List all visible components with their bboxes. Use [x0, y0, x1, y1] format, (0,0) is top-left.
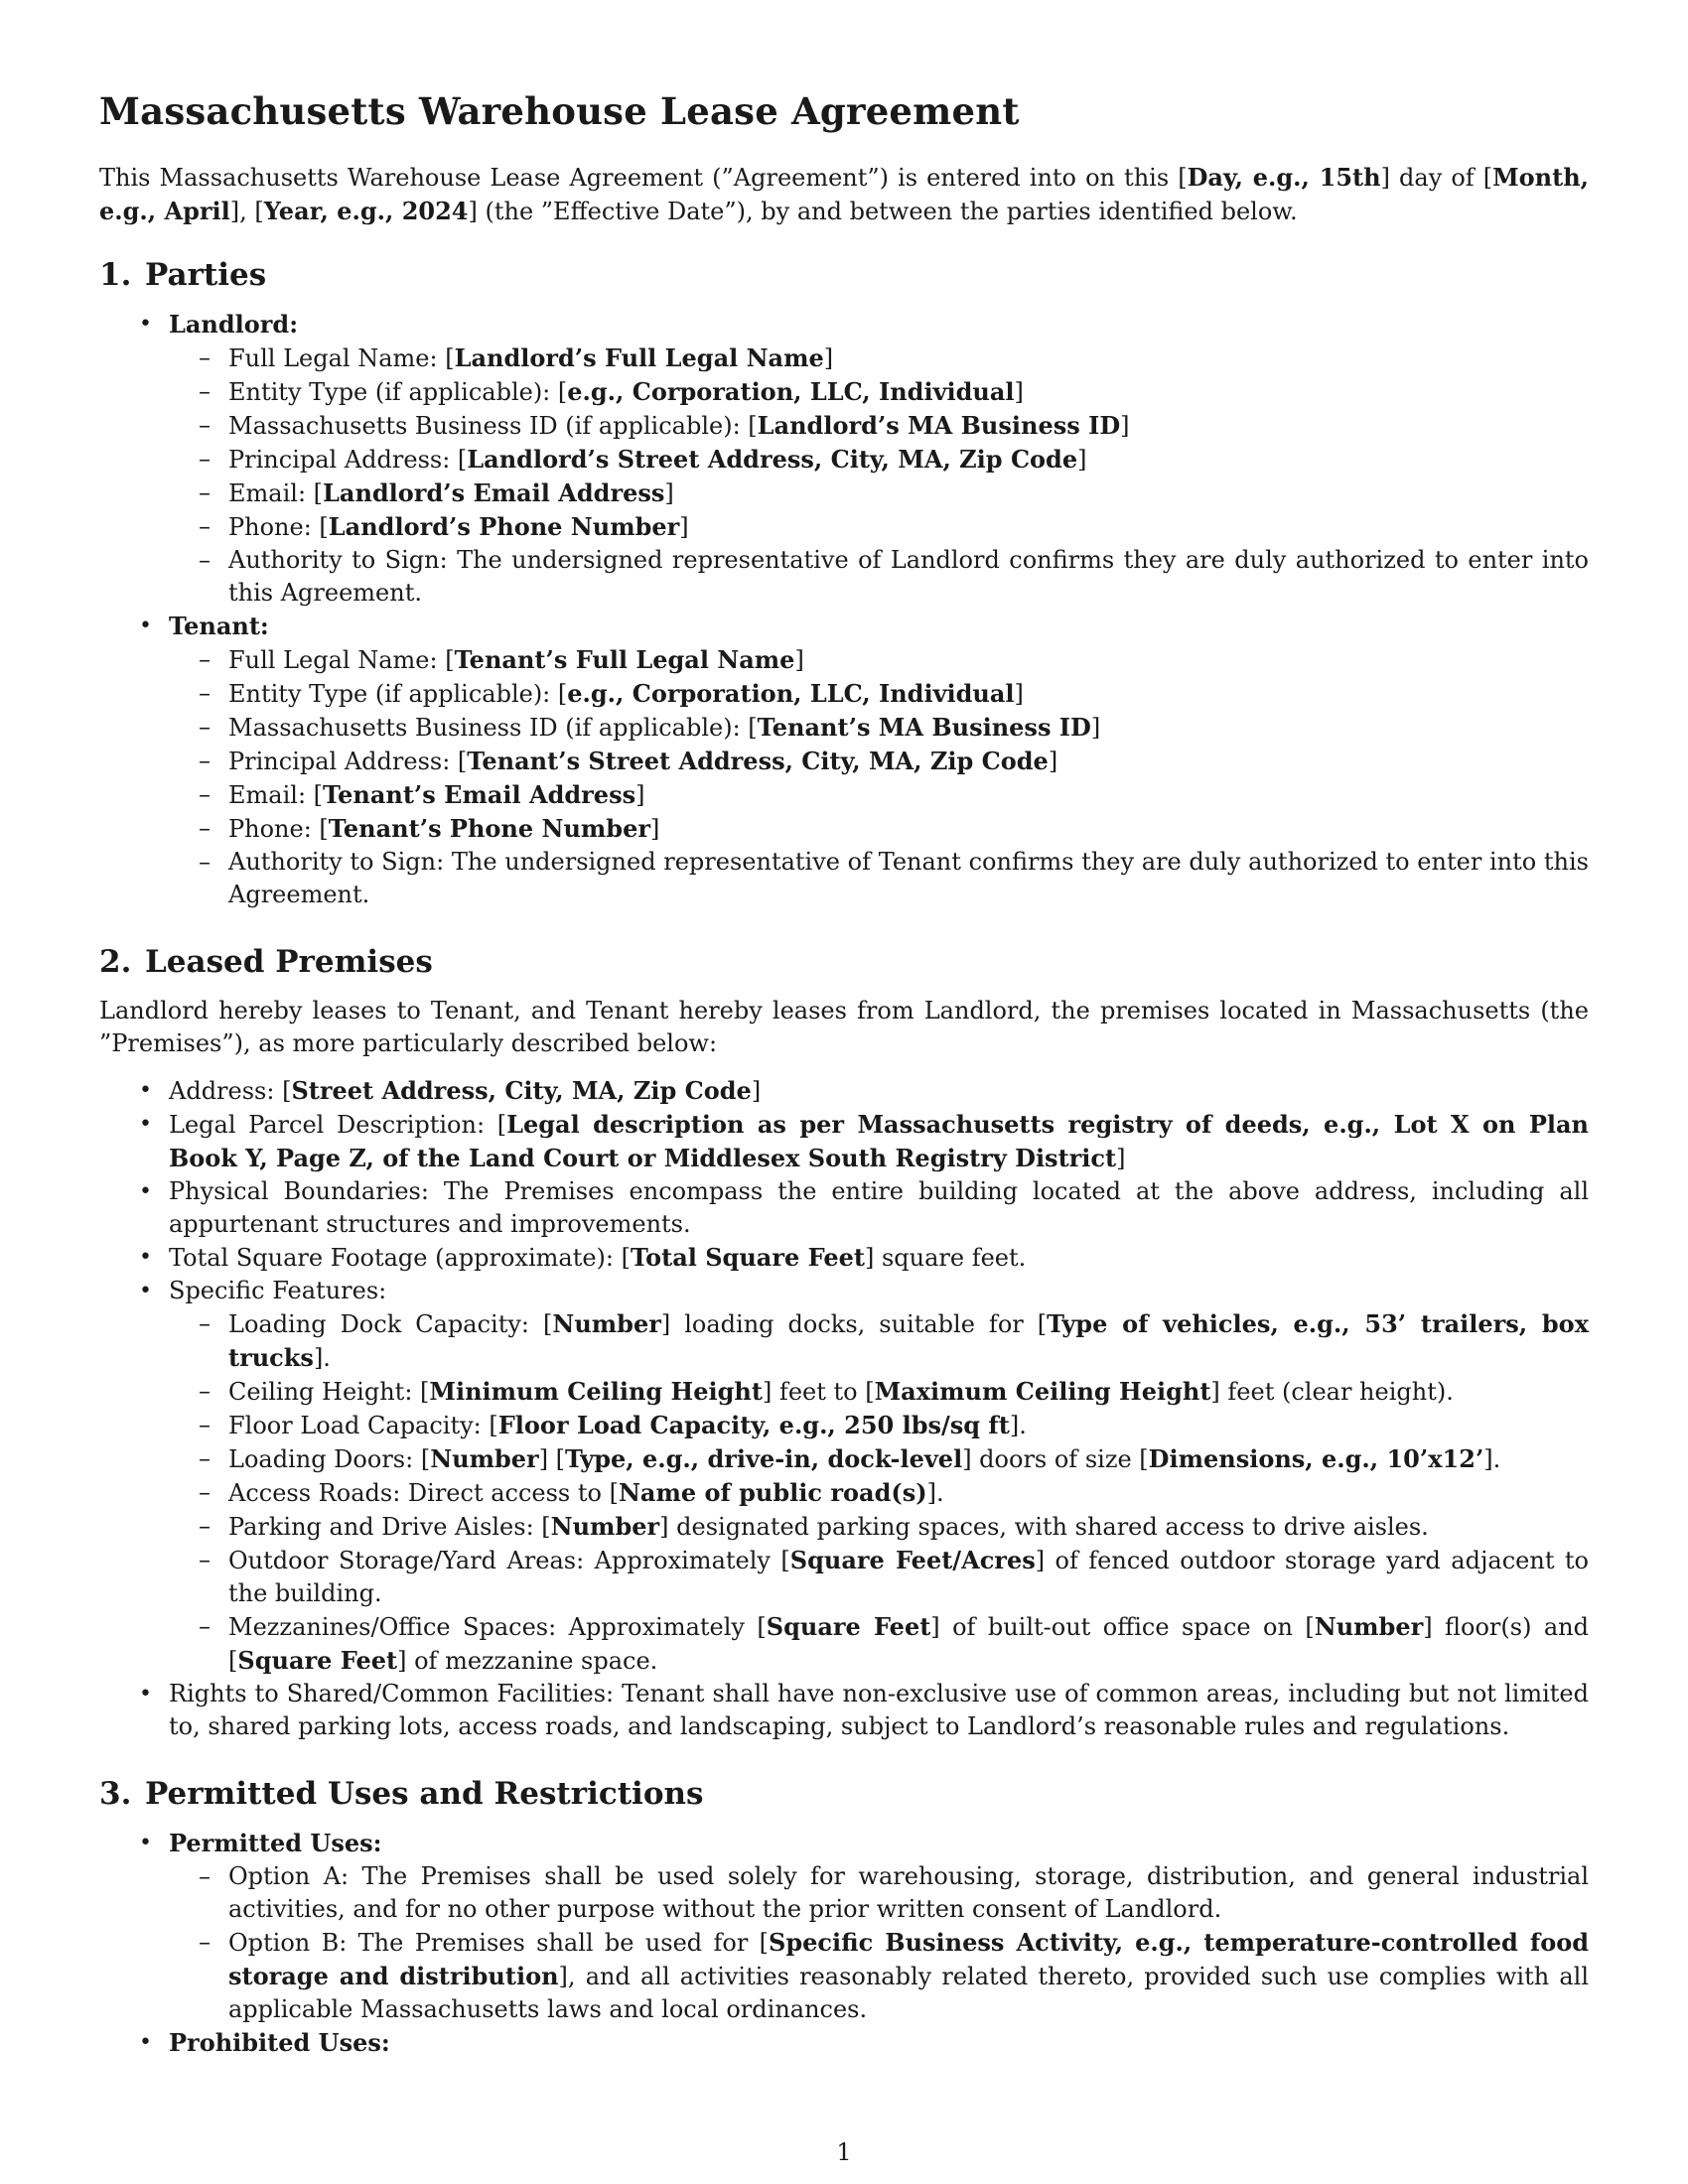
list-item: – Ceiling Height: [Minimum Ceiling Height] feet to [Maximum Ceiling Height] feet (clear height). [169, 1375, 1589, 1409]
list-item: – Massachusetts Business ID (if applicable): [Landlord’s MA Business ID] [169, 409, 1589, 443]
effective-month: Month, e.g., April [99, 163, 1590, 225]
intro-paragraph: This Massachusetts Warehouse Lease Agreement (”Agreement”) is entered into on this [Day, e.g., 15th] day of [Month, e.g., April], [Year, e.g., 2024] (the ”Effective Date”), by and between the parties identified below. [99, 163, 1590, 225]
tenant-block [99, 610, 1589, 911]
landlord-label: Landlord: [169, 310, 299, 339]
list-item: – Email: [Landlord’s Email Address] [169, 477, 1589, 510]
list-item: – Option B: The Premises shall be used for [Specific Business Activity, e.g., temperature-controlled food storage and distribution], and all activities reasonably related thereto, provided such use complies with all applicable Massachusetts laws and local ordinances. [169, 1926, 1589, 2026]
list-item: – Email: [Tenant’s Email Address] [169, 778, 1589, 812]
section-leased-premises [99, 941, 1589, 1743]
list-item: – Loading Dock Capacity: [Number] loading docks, suitable for [Type of vehicles, e.g., 53’ trailers, box trucks]. [169, 1307, 1589, 1375]
list-item: – Massachusetts Business ID (if applicable): [Tenant’s MA Business ID] [169, 711, 1589, 745]
document-page [99, 87, 1589, 2090]
list-item: • Rights to Shared/Common Facilities: Tenant shall have non-exclusive use of common areas, including but not limited to, shared parking lots, access roads, and landscaping, subject to Landlord’s reasonable rules and regulations. [99, 1678, 1589, 1743]
landlord-block [99, 308, 1589, 610]
list-item: – Entity Type (if applicable): [e.g., Corporation, LLC, Individual] [169, 677, 1589, 711]
list-item: – Authority to Sign: The undersigned representative of Landlord confirms they are duly authorized to enter into this Agreement. [169, 544, 1589, 610]
list-item: – Outdoor Storage/Yard Areas: Approximately [Square Feet/Acres] of fenced outdoor storage yard adjacent to the building. [169, 1544, 1589, 1610]
tenant-label: Tenant: [169, 612, 269, 640]
list-item: – Option A: The Premises shall be used solely for warehousing, storage, distribution, and general industrial activities, and for no other purpose without the prior written consent of Landlord. [169, 1860, 1589, 1926]
list-item: – Phone: [Landlord’s Phone Number] [169, 510, 1589, 544]
list-item: – Loading Doors: [Number] [Type, e.g., drive-in, dock-level] doors of size [Dimensions, e.g., 10’x12’]. [169, 1442, 1589, 1476]
section-heading: 3. Permitted Uses and Restrictions [99, 1776, 704, 1812]
list-item: – Floor Load Capacity: [Floor Load Capacity, e.g., 250 lbs/sq ft]. [169, 1409, 1589, 1442]
list-item: – Access Roads: Direct access to [Name of public road(s)]. [169, 1476, 1589, 1510]
list-item: – Entity Type (if applicable): [e.g., Corporation, LLC, Individual] [169, 375, 1589, 409]
list-item: – Principal Address: [Tenant’s Street Address, City, MA, Zip Code] [169, 745, 1589, 778]
list-item: • Total Square Footage (approximate): [Total Square Feet] square feet. [99, 1241, 1589, 1275]
list-item: – Parking and Drive Aisles: [Number] designated parking spaces, with shared access to drive aisles. [169, 1510, 1589, 1544]
list-item: – Mezzanines/Office Spaces: Approximately [Square Feet] of built-out office space on [Number] floor(s) and [Square Feet] of mezzanine space. [169, 1610, 1589, 1678]
list-item: – Full Legal Name: [Landlord’s Full Legal Name] [169, 341, 1589, 375]
list-item: • Physical Boundaries: The Premises encompass the entire building located at the above address, including all appurtenant structures and improvements. [99, 1175, 1589, 1241]
list-item: • Legal Parcel Description: [Legal description as per Massachusetts registry of deeds, e.g., Lot X on Plan Book Y, Page Z, of the Land Court or Middlesex South Registry District] [99, 1108, 1589, 1175]
permitted-uses-block: • Permitted Uses: – Option A: The Premises shall be used solely for warehousing, storage, distribution, and general industrial activities, and for no other purpose without the prior written consent of Landlord. – Option B: The Premises shall be used for [Specific Business Activity, e.g., temperature-controlled food storage and distribution], and all activities reasonably related thereto, provided such use complies with all applicable Massachusetts laws and local ordinances. [99, 1827, 1589, 2026]
document-title: Massachusetts Warehouse Lease Agreement [99, 89, 1020, 133]
section-heading: 1. Parties [99, 257, 267, 293]
list-item: – Full Legal Name: [Tenant’s Full Legal Name] [169, 643, 1589, 677]
section-parties [99, 254, 1589, 911]
list-item: • Address: [Street Address, City, MA, Zip Code] [99, 1074, 1589, 1108]
page-number: 1 [836, 2138, 852, 2166]
effective-day: Day, e.g., 15th [1187, 163, 1381, 192]
list-item: – Principal Address: [Landlord’s Street Address, City, MA, Zip Code] [169, 443, 1589, 477]
prohibited-uses-block: • Prohibited Uses: [99, 2026, 1589, 2060]
list-item: • Specific Features: – Loading Dock Capacity: [Number] loading docks, suitable for [Type of vehicles, e.g., 53’ trailers, box trucks]. – Ceiling Height: [Minimum Ceiling Height] feet to [Maximum Ceiling Height] feet (clear height). – Floor Load Capacity: [Floor Load Capacity, e.g., 250 lbs/sq ft]. – Loading Doors: [Number] [Type, e.g., drive-in, dock-level] doors of size [Dimensions, e.g., 10’x12’]. – Access Roads: Direct access to [Name of public road(s)]. – Parking and Drive Aisles: [Number] designated parking spaces, with shared access to drive aisles. – Outdoor Storage/Yard Areas: Approximately [Square Feet/Acres] of fenced outdoor storage yard adjacent to the building. – Mezzanines/Office Spaces: Approximately [Square Feet] of built-out office space on [Number] floor(s) and [Square Feet] of mezzanine space. [99, 1275, 1589, 1678]
premises-intro: Landlord hereby leases to Tenant, and Tenant hereby leases from Landlord, the premises located in Massachusetts (the ”Premises”), as more particularly described below: [99, 997, 1589, 1057]
list-item: – Authority to Sign: The undersigned representative of Tenant confirms they are duly authorized to enter into this Agreement. [169, 846, 1589, 911]
section-permitted-uses [99, 1773, 1589, 2060]
section-heading: 2. Leased Premises [99, 944, 433, 980]
effective-year: Year, e.g., 2024 [263, 197, 469, 225]
list-item: – Phone: [Tenant’s Phone Number] [169, 812, 1589, 846]
